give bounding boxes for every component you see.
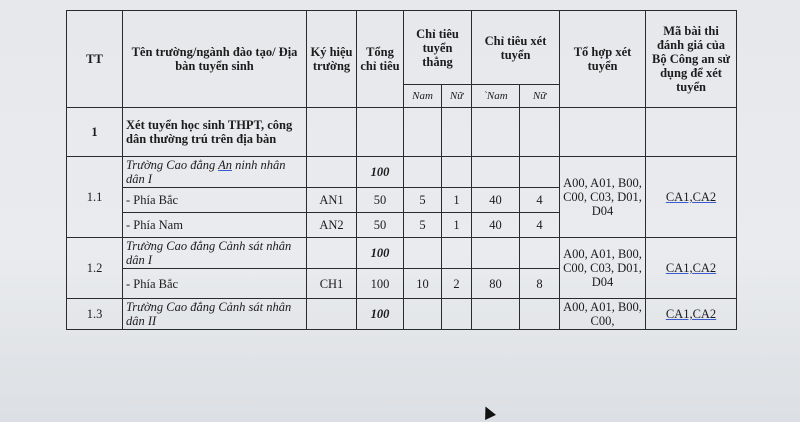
row-1-1-combo: A00, A01, B00, C00, C03, D01, D04 [560, 157, 646, 238]
row-1-1-a-direct-male: 5 [404, 188, 442, 213]
header-admission-male: `Nam [472, 85, 520, 108]
row-1-2-combo: A00, A01, B00, C00, C03, D01, D04 [560, 238, 646, 299]
header-combo: Tổ hợp xét tuyển [560, 11, 646, 108]
row-1-1-b-admission-male: 40 [472, 213, 520, 238]
row-1-1-name: Trường Cao đẳng An ninh nhân dân I [123, 157, 307, 188]
row-1-1-b-direct-male: 5 [404, 213, 442, 238]
row-1-1-a-admission-female: 4 [520, 188, 560, 213]
row-1-3-combo: A00, A01, B00, C00, [560, 299, 646, 330]
row-1-2-a-direct-female: 2 [442, 269, 472, 299]
row-1-1-a-name: - Phía Bắc [123, 188, 307, 213]
row-1-1-b-code: AN2 [307, 213, 357, 238]
row-1-1-a-admission-male: 40 [472, 188, 520, 213]
row-1-1-tt: 1.1 [67, 157, 123, 238]
row-1-1-total: 100 [357, 157, 404, 188]
row-1-2-a-direct-male: 10 [404, 269, 442, 299]
header-direct-female: Nữ [442, 85, 472, 108]
row-1-3-total: 100 [357, 299, 404, 330]
header-direct-male: Nam [404, 85, 442, 108]
header-admission-female: Nữ [520, 85, 560, 108]
row-1-name: Xét tuyển học sinh THPT, công dân thường trú trên địa bàn [123, 108, 307, 157]
row-1-1-a-direct-female: 1 [442, 188, 472, 213]
row-1-1-b-direct-female: 1 [442, 213, 472, 238]
row-1-2-a-admission-male: 80 [472, 269, 520, 299]
header-exam: Mã bài thi đánh giá của Bộ Công an sử dụng để xét tuyển [646, 11, 737, 108]
header-tt: TT [67, 11, 123, 108]
row-1-2-exam: CA1,CA2 [646, 238, 737, 299]
admission-quota-table [66, 10, 737, 330]
row-1-1-a-total: 50 [357, 188, 404, 213]
row-1-2-a-total: 100 [357, 269, 404, 299]
mouse-cursor-icon [480, 404, 496, 420]
row-1-3-exam: CA1,CA2 [646, 299, 737, 330]
header-admission: Chỉ tiêu xét tuyển [472, 11, 560, 85]
row-1-1-b-name: - Phía Nam [123, 213, 307, 238]
row-1-2-name: Trường Cao đẳng Cảnh sát nhân dân I [123, 238, 307, 269]
header-direct: Chỉ tiêu tuyển thẳng [404, 11, 472, 85]
row-1-3-tt: 1.3 [67, 299, 123, 330]
header-code: Ký hiệu trường [307, 11, 357, 108]
row-1-1-a-code: AN1 [307, 188, 357, 213]
row-1-2-a-admission-female: 8 [520, 269, 560, 299]
row-1-2-a-name: - Phía Bắc [123, 269, 307, 299]
header-school: Tên trường/ngành đào tạo/ Địa bàn tuyển sinh [123, 11, 307, 108]
row-1-3-name: Trường Cao đẳng Cảnh sát nhân dân II [123, 299, 307, 330]
header-total: Tổng chỉ tiêu [357, 11, 404, 108]
row-1-2-tt: 1.2 [67, 238, 123, 299]
row-1-tt: 1 [67, 108, 123, 157]
row-1-1-exam: CA1,CA2 [646, 157, 737, 238]
row-1-2-a-code: CH1 [307, 269, 357, 299]
row-1-1-b-admission-female: 4 [520, 213, 560, 238]
row-1-2-total: 100 [357, 238, 404, 269]
row-1-1-b-total: 50 [357, 213, 404, 238]
